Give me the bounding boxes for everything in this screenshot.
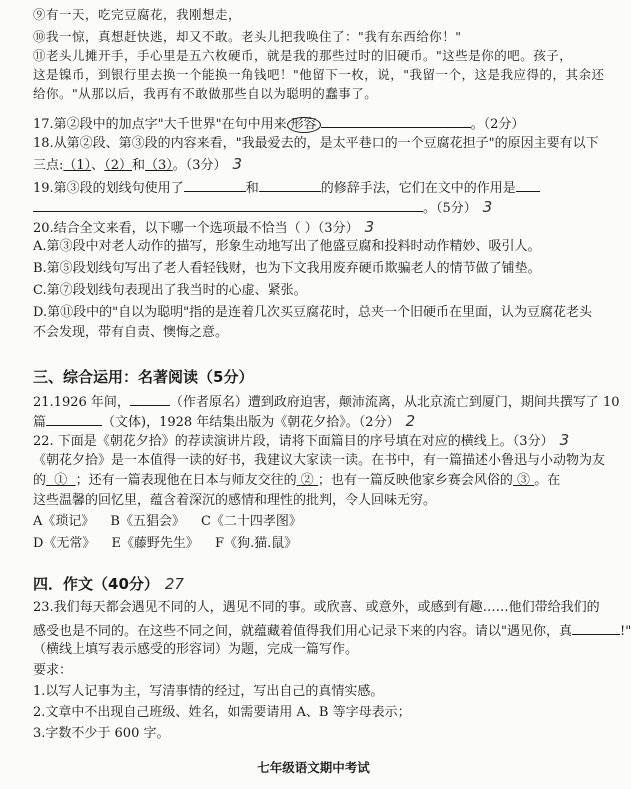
handwritten-score-22: 3	[559, 431, 570, 449]
handwritten-score-20: 3	[364, 218, 375, 236]
answer-blank-18-1[interactable]: （1）	[63, 158, 92, 173]
answer-blank-21-2[interactable]	[46, 411, 102, 426]
question-21-line2: 篇 （文体)，1928 年结集出版为《朝花夕拾》。（2分） 2	[33, 412, 416, 430]
section-3-title: 三、综合运用：名著阅读（5分）	[33, 368, 254, 386]
requirement-2: 2.文章中不出现自己班级、姓名，如需要请用 A、B 等字母表示；	[33, 705, 411, 720]
question-22-line3: 这些温馨的回忆里，蕴含着深沉的感情和理性的批判，令人回味无穷。	[33, 493, 437, 508]
answer-blank-22-1[interactable]: ①	[54, 473, 68, 488]
question-22-line2: 的 ① ；还有一篇表现他在日本与师友交往的 ② ；也有一篇反映他家乡赛会风俗的 ③ 。在	[33, 473, 561, 488]
question-20-option-d-line2: 不会发现，带有自责、懊悔之意。	[33, 325, 229, 340]
requirement-3: 3.字数不少于 600 字。	[33, 726, 170, 741]
passage-para-11-line3: 给你。"从那以后，我再有不敢做那些自以为聪明的蠢事了。	[33, 86, 378, 101]
handwritten-score-19: 3	[482, 198, 493, 216]
essay-title-blank[interactable]	[572, 620, 620, 635]
handwritten-score-18: 3	[232, 155, 243, 173]
circled-word: 形容	[287, 117, 321, 133]
question-22-line1: 《朝花夕拾》是一本值得一读的好书，我建议大家读一读。在书中，有一篇描述小鲁迅与小动物为友	[33, 453, 606, 468]
handwritten-score-essay: 27	[164, 575, 184, 593]
page-footer: 七年级语文期中考试	[257, 760, 370, 775]
question-22-stem: 22. 下面是《朝花夕拾》的荐读演讲片段，请将下面篇目的序号填在对应的横线上。（3分） 3	[33, 431, 570, 449]
question-23-line3: （横线上填写表示感受的形容词）为题，完成一篇写作。	[33, 642, 359, 657]
answer-blank-19-2[interactable]	[259, 177, 321, 192]
passage-para-9: ⑨有一天，吃完豆腐花，我刚想走，	[33, 7, 242, 22]
answer-blank-22-2[interactable]: ②	[300, 473, 314, 488]
answer-blank-19-4[interactable]	[33, 197, 423, 212]
section-4-title: 四．作文（40分） 27	[33, 575, 184, 593]
question-20-option-d-line1: D.第⑪段中的"自以为聪明"指的是连着几次买豆腐花时，总夹一个旧硬币在里面，认为豆腐花老头	[33, 305, 593, 320]
question-17: 17.第②段中的加点字"大千世界"在句中用来 形容 。（2分）	[33, 113, 607, 134]
question-19-line1: 19.第③段的划线句使用了 和 的修辞手法，它们在文中的作用是	[33, 177, 607, 198]
handwritten-score-21: 2	[405, 412, 416, 430]
question-23-line1: 23.我们每天都会遇见不同的人，遇见不同的事。或欣喜、或意外，或感到有趣……他们带给我们的	[33, 600, 600, 615]
requirement-1: 1.以写人记事为主，写清事情的经过，写出自己的真情实感。	[33, 684, 384, 699]
question-22-options-2: D《无常》 E《藤野先生》 F《狗.猫.鼠》	[33, 536, 298, 551]
question-20-option-b: B.第⑤段划线句写出了老人看轻钱财，也为下文我用废弃硬币欺骗老人的情节做了铺垫。	[33, 261, 541, 276]
answer-blank-19-3[interactable]	[516, 177, 540, 192]
answer-blank-19-1[interactable]	[184, 177, 246, 192]
question-19-line2: 。（5分） 3	[33, 197, 607, 218]
answer-blank-18-2[interactable]: （2）	[104, 158, 132, 173]
answer-blank-22-3[interactable]: ③	[517, 473, 531, 488]
question-18-line2: 三点:（1）、（2）和（3）。（3分） 3	[33, 155, 243, 173]
passage-para-10: ⑩我一惊，真想赶快逃，却又不敢。老头儿把我唤住了："我有东西给你！"	[33, 29, 462, 44]
question-20-option-a: A.第③段中对老人动作的描写，形象生动地写出了他盛豆腐和投料时动作精妙、吸引人。	[33, 239, 541, 254]
question-18-line1: 18.从第②段、第③段的内容来看，"我最爱去的，是太平巷口的一个豆腐花担子"的原因主要有以下	[33, 136, 599, 151]
question-21-line1: 21.1926 年间， （作者原名）遭到政府迫害，颠沛流离，从北京流亡到厦门，期间共撰写了 10	[33, 391, 607, 412]
answer-blank-18-3[interactable]: （3）	[144, 158, 173, 173]
passage-para-11-line2: 这是镍币，到银行里去换一个能换一角钱吧！"他留下一枚，说，"我留一个，这是我应得的，其余还	[33, 67, 605, 82]
question-22-options-1: A《琐记》 B《五猖会》 C《二十四孝图》	[33, 514, 302, 529]
answer-blank-17[interactable]	[321, 113, 471, 128]
question-20-stem: 20.结合全文来看，以下哪一个选项最不恰当（ ）（3分） 3	[33, 218, 375, 236]
requirements-label: 要求：	[33, 663, 73, 678]
answer-blank-21-1[interactable]	[130, 391, 170, 406]
passage-para-11-line1: ⑪老头儿摊开手，手心里是五六枚硬币，就是我的那些过时的旧硬币。"这些是你的吧。孩子，	[33, 48, 573, 63]
question-20-option-c: C.第⑦段划线句表现出了我当时的心虚、紧张。	[33, 283, 307, 298]
question-23-line2: 感受也是不同的。在这些不同之间，就蕴藏着值得我们用心记录下来的内容。请以"遇见你，真 !"	[33, 620, 607, 641]
